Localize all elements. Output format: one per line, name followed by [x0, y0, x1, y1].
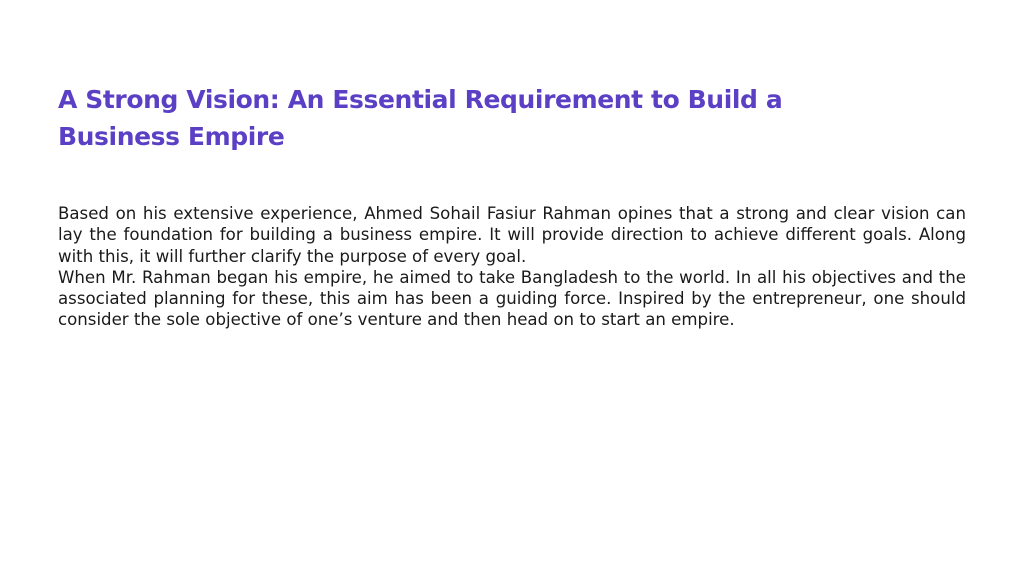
slide-body — [58, 203, 966, 331]
slide-title: A Strong Vision: An Essential Requirement to Build a Business Empire — [58, 85, 783, 151]
body-paragraph-2: When Mr. Rahman began his empire, he aimed to take Bangladesh to the world. In all his objectives and the associated planning for these, this aim has been a guiding force. Inspired by the entrepreneur, one should consider the sole objective of one’s venture and then head on to start an empire. — [58, 267, 966, 330]
body-paragraph-1: Based on his extensive experience, Ahmed Sohail Fasiur Rahman opines that a strong and clear vision can lay the foundation for building a business empire. It will provide direction to achieve different goals. Along with this, it will further clarify the purpose of every goal. — [58, 204, 966, 266]
